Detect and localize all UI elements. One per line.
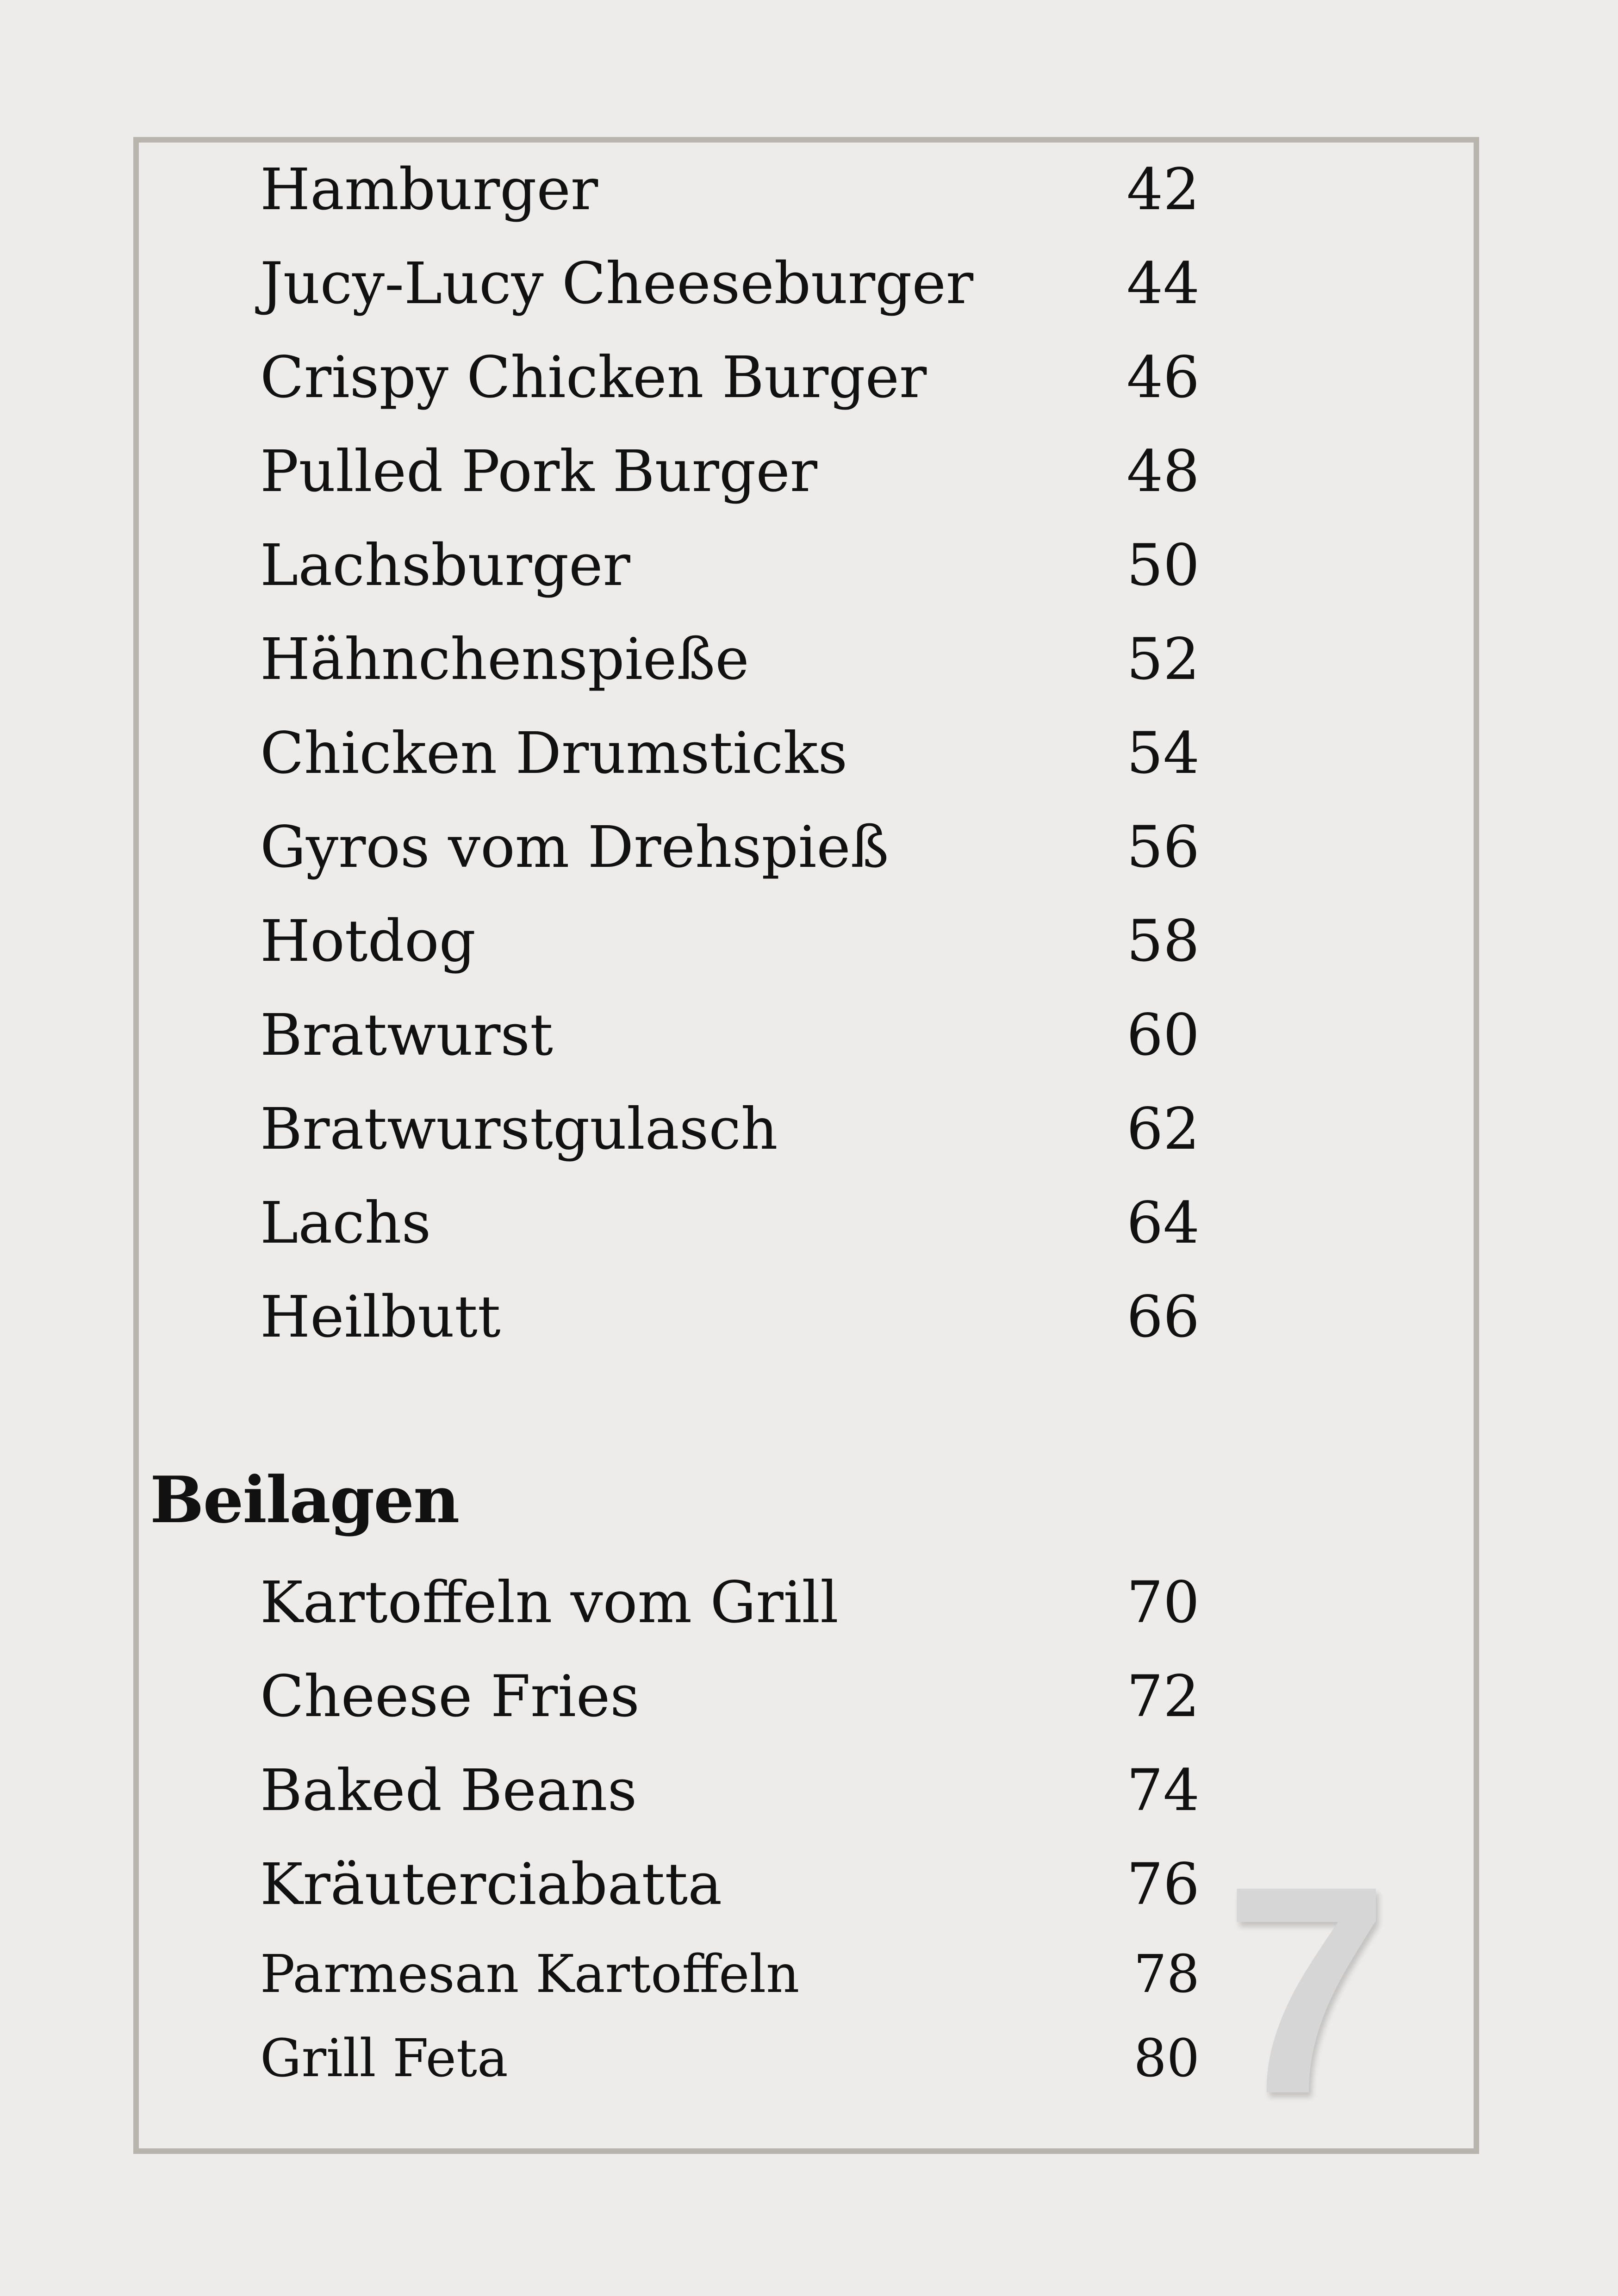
item-page: 80 [1133,2028,1200,2089]
item-page: 44 [1126,250,1200,317]
item-page: 54 [1126,720,1200,787]
item-name: Hähnchenspieße [260,626,749,693]
list-item [260,1186,1200,1260]
item-name: Gyros vom Drehspieß [260,814,889,881]
list-item [260,341,1200,415]
list-item [260,998,1200,1072]
item-page: 76 [1126,1851,1200,1918]
list-item [260,1280,1200,1354]
item-page: 50 [1126,532,1200,599]
list-item [260,1660,1200,1734]
item-name: Lachs [260,1190,431,1257]
item-name: Pulled Pork Burger [260,438,817,505]
item-name: Grill Feta [260,2028,508,2089]
item-page: 74 [1126,1757,1200,1824]
item-name: Hamburger [260,156,598,223]
item-page: 58 [1126,908,1200,975]
list-item [260,1848,1200,1922]
list-item [260,1754,1200,1828]
list-item [260,716,1200,790]
item-name: Chicken Drumsticks [260,720,848,787]
item-page: 60 [1126,1002,1200,1069]
list-item [260,904,1200,978]
item-name: Kartoffeln vom Grill [260,1569,839,1636]
list-item [260,247,1200,321]
list-item [260,2022,1200,2096]
list-item [260,153,1200,227]
item-name: Parmesan Kartoffeln [260,1944,800,2004]
list-item [260,622,1200,697]
item-page: 70 [1126,1569,1200,1636]
item-page: 62 [1126,1096,1200,1163]
item-name: Lachsburger [260,532,630,599]
item-page: 56 [1126,814,1200,881]
item-page: 48 [1126,438,1200,505]
list-item [260,1566,1200,1640]
list-item [260,1092,1200,1166]
list-item [260,1937,1200,2011]
item-name: Cheese Fries [260,1663,640,1730]
item-name: Bratwurst [260,1002,553,1069]
item-page: 46 [1126,344,1200,411]
item-page: 52 [1126,626,1200,693]
list-item [260,435,1200,509]
item-name: Baked Beans [260,1757,637,1824]
page-number: 7 [1224,1824,1389,2155]
section-heading: Beilagen [150,1462,459,1537]
item-name: Kräuterciabatta [260,1851,722,1918]
item-name: Bratwurstgulasch [260,1096,778,1163]
item-name: Jucy-Lucy Cheeseburger [260,250,974,317]
item-name: Hotdog [260,908,476,975]
item-page: 64 [1126,1190,1200,1257]
item-page: 72 [1126,1663,1200,1730]
list-item [260,810,1200,884]
item-page: 66 [1126,1284,1200,1350]
item-name: Crispy Chicken Burger [260,344,927,411]
item-page: 78 [1133,1944,1200,2004]
item-page: 42 [1126,156,1200,223]
item-name: Heilbutt [260,1284,501,1350]
list-item [260,529,1200,603]
